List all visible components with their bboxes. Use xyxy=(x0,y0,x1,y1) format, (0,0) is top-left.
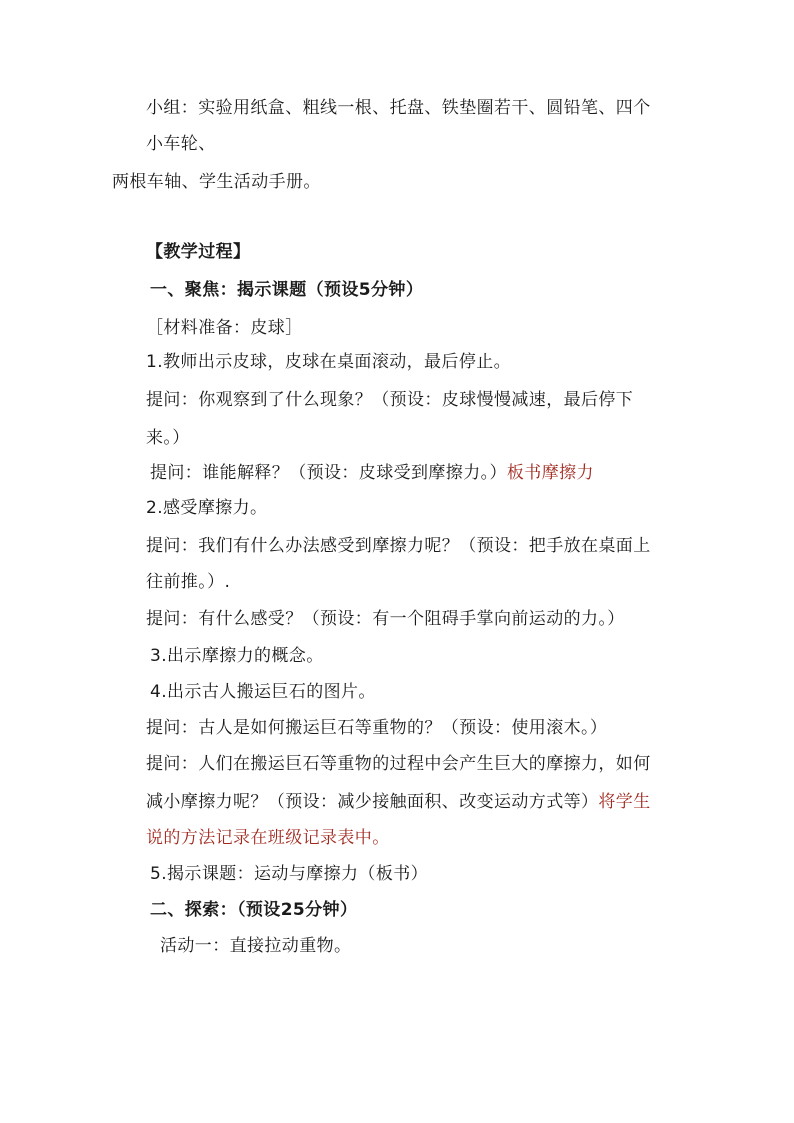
question-feel: 提问：我们有什么办法感受到摩擦力呢？（预设：把手放在桌面上 xyxy=(146,536,651,556)
question-sensation: 提问：有什么感受？（预设：有一个阻碍手掌向前运动的力。） xyxy=(146,609,625,629)
question-feel-cont: 往前推。）. xyxy=(146,572,231,592)
question-ancient: 提问：古人是如何搬运巨石等重物的？（预设：使用滚木。） xyxy=(146,718,608,738)
section-heading-process: 【教学过程】 xyxy=(146,242,251,262)
step-5: 5.揭示课题：运动与摩擦力（板书） xyxy=(150,864,429,884)
question-explain-text: 提问：谁能解释？（预设：皮球受到摩擦力。） xyxy=(150,463,507,483)
question-reduce-cont xyxy=(146,790,651,814)
record-note-2: 说的方法记录在班级记录表中。 xyxy=(146,828,390,848)
materials-prep: ［材料准备：皮球］ xyxy=(146,318,303,338)
section-heading-explore: 二、探索：（预设25分钟） xyxy=(150,900,358,920)
question-observe: 提问：你观察到了什么现象？（预设：皮球慢慢减速，最后停下 xyxy=(146,390,634,410)
step-1: 1.教师出示皮球，皮球在桌面滚动，最后停止。 xyxy=(146,352,512,372)
materials-line-3: 两根车轴、学生活动手册。 xyxy=(112,172,321,192)
section-heading-focus: 一、聚焦：揭示课题（预设5分钟） xyxy=(150,280,424,300)
materials-line-2: 小车轮、 xyxy=(146,134,216,154)
question-reduce: 提问：人们在搬运巨石等重物的过程中会产生巨大的摩擦力，如何 xyxy=(146,754,651,774)
materials-line-1: 小组：实验用纸盒、粗线一根、托盘、铁垫圈若干、圆铅笔、四个 xyxy=(146,98,651,118)
activity-1: 活动一：直接拉动重物。 xyxy=(160,936,352,956)
question-observe-cont: 来。） xyxy=(146,428,190,448)
question-reduce-text: 减小摩擦力呢？（预设：减少接触面积、改变运动方式等） xyxy=(146,792,599,812)
board-note-friction: 板书摩擦力 xyxy=(506,463,594,483)
record-note-1: 将学生 xyxy=(598,792,651,812)
question-explain xyxy=(150,461,594,485)
step-3: 3.出示摩擦力的概念。 xyxy=(150,646,324,666)
step-2: 2.感受摩擦力。 xyxy=(146,498,268,518)
step-4: 4.出示古人搬运巨石的图片。 xyxy=(150,682,376,702)
